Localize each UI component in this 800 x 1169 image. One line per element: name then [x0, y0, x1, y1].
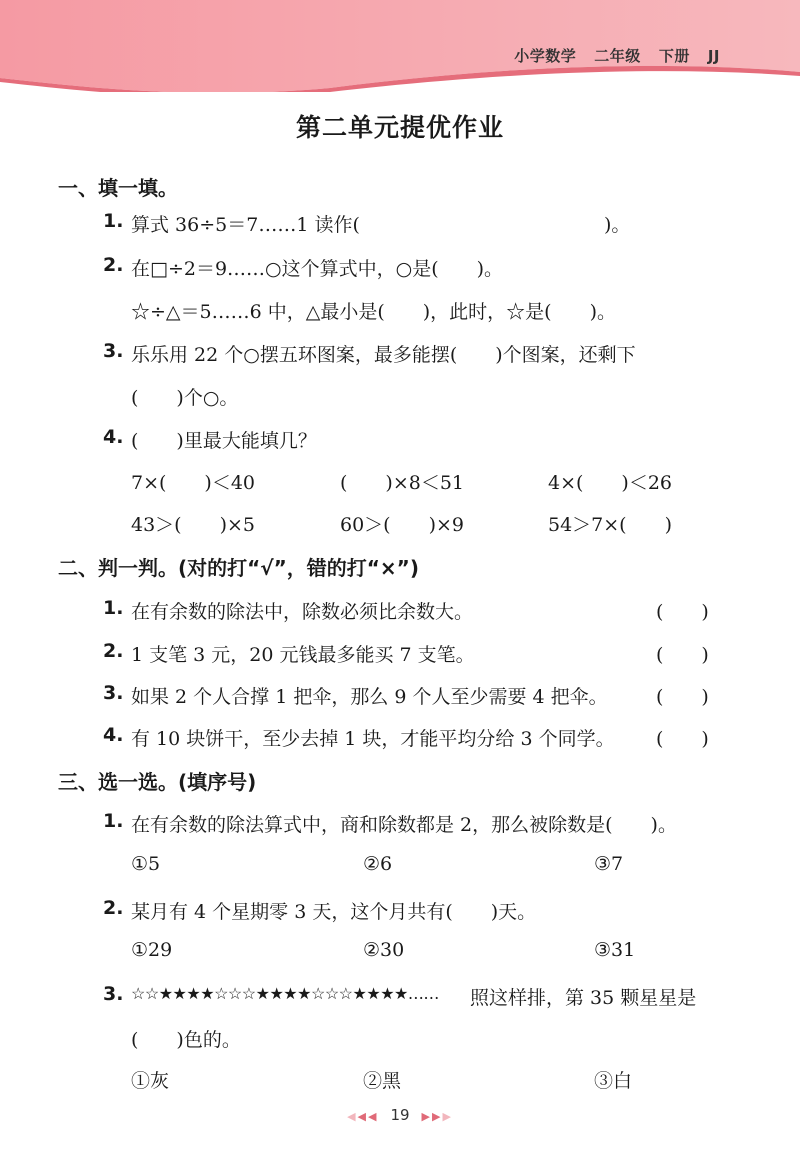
- question-text: 乐乐用 22 个○摆五环图案，最多能摆( )个图案，还剩下: [131, 344, 636, 366]
- header-edition: JJ: [707, 47, 720, 65]
- question-number: 1.: [103, 810, 124, 832]
- statement-text: 如果 2 个人合撑 1 把伞，那么 9 个人至少需要 4 把伞。: [131, 686, 608, 708]
- running-head: [496, 45, 720, 66]
- statement-text: 在有余数的除法中，除数必须比余数大。: [131, 601, 474, 623]
- header-grade: 二年级: [594, 47, 641, 65]
- question-number: 2.: [103, 640, 124, 662]
- option-2: ②30: [363, 939, 405, 961]
- inequality-item: 43＞( )×5: [131, 514, 256, 536]
- option-1: ①29: [131, 939, 173, 961]
- header-volume: 下册: [658, 47, 690, 65]
- page-title: 第二单元提优作业: [295, 113, 504, 142]
- inequality-item: ( )×8＜51: [340, 472, 465, 494]
- question-number: 3.: [103, 340, 124, 362]
- option-2: ②黑: [363, 1070, 402, 1092]
- option-3: ③7: [594, 853, 624, 875]
- inequality-item: 54＞7×( ): [548, 514, 673, 536]
- option-3: ③31: [594, 939, 636, 961]
- inequality-item: 7×( )＜40: [131, 472, 256, 494]
- answer-blank-end: )。: [604, 214, 631, 236]
- question-text: ( )色的。: [131, 1029, 241, 1051]
- answer-bracket: ( ): [656, 644, 709, 666]
- question-text: 照这样排，第 35 颗星星是: [470, 987, 697, 1009]
- question-number: 4.: [103, 724, 124, 746]
- option-1: ①灰: [131, 1070, 170, 1092]
- answer-bracket: ( ): [656, 686, 709, 708]
- question-text: ( )里最大能填几？: [131, 430, 317, 452]
- inequality-item: 4×( )＜26: [548, 472, 673, 494]
- page-number: 19: [390, 1106, 410, 1124]
- statement-text: 有 10 块饼干，至少去掉 1 块，才能平均分给 3 个同学。: [131, 728, 615, 750]
- question-number: 3.: [103, 983, 124, 1005]
- question-number: 4.: [103, 426, 124, 448]
- question-number: 2.: [103, 897, 124, 919]
- question-text: 在□÷2＝9……○这个算式中，○是( )。: [131, 258, 504, 280]
- section-heading-judge: 二、判一判。(对的打“√”，错的打“×”): [58, 556, 419, 580]
- question-text: 某月有 4 个星期零 3 天，这个月共有( )天。: [131, 901, 537, 923]
- section-heading-fill: 一、填一填。: [58, 176, 178, 200]
- header-subject: 小学数学: [514, 47, 577, 65]
- statement-text: 1 支笔 3 元，20 元钱最多能买 7 支笔。: [131, 644, 475, 666]
- left-arrows-icon: ◀◀◀: [347, 1110, 379, 1123]
- question-number: 2.: [103, 254, 124, 276]
- option-2: ②6: [363, 853, 393, 875]
- option-3: ③白: [594, 1070, 633, 1092]
- question-text: 算式 36÷5＝7……1 读作(: [131, 214, 360, 236]
- inequality-item: 60＞( )×9: [340, 514, 465, 536]
- section-heading-choose: 三、选一选。(填序号): [58, 770, 257, 794]
- question-number: 1.: [103, 210, 124, 232]
- right-arrows-icon: ▶▶▶: [421, 1110, 453, 1123]
- answer-bracket: ( ): [656, 601, 709, 623]
- question-number: 3.: [103, 682, 124, 704]
- question-text: ( )个○。: [131, 387, 239, 409]
- question-text: 在有余数的除法算式中，商和除数都是 2，那么被除数是( )。: [131, 814, 677, 836]
- question-number: 1.: [103, 597, 124, 619]
- answer-bracket: ( ): [656, 728, 709, 750]
- question-text: ☆÷△＝5……6 中，△最小是( )，此时，☆是( )。: [131, 301, 617, 323]
- star-sequence: ☆☆★★★★☆☆☆★★★★☆☆☆★★★★……: [131, 984, 439, 1003]
- page-footer: [0, 1106, 800, 1124]
- option-1: ①5: [131, 853, 161, 875]
